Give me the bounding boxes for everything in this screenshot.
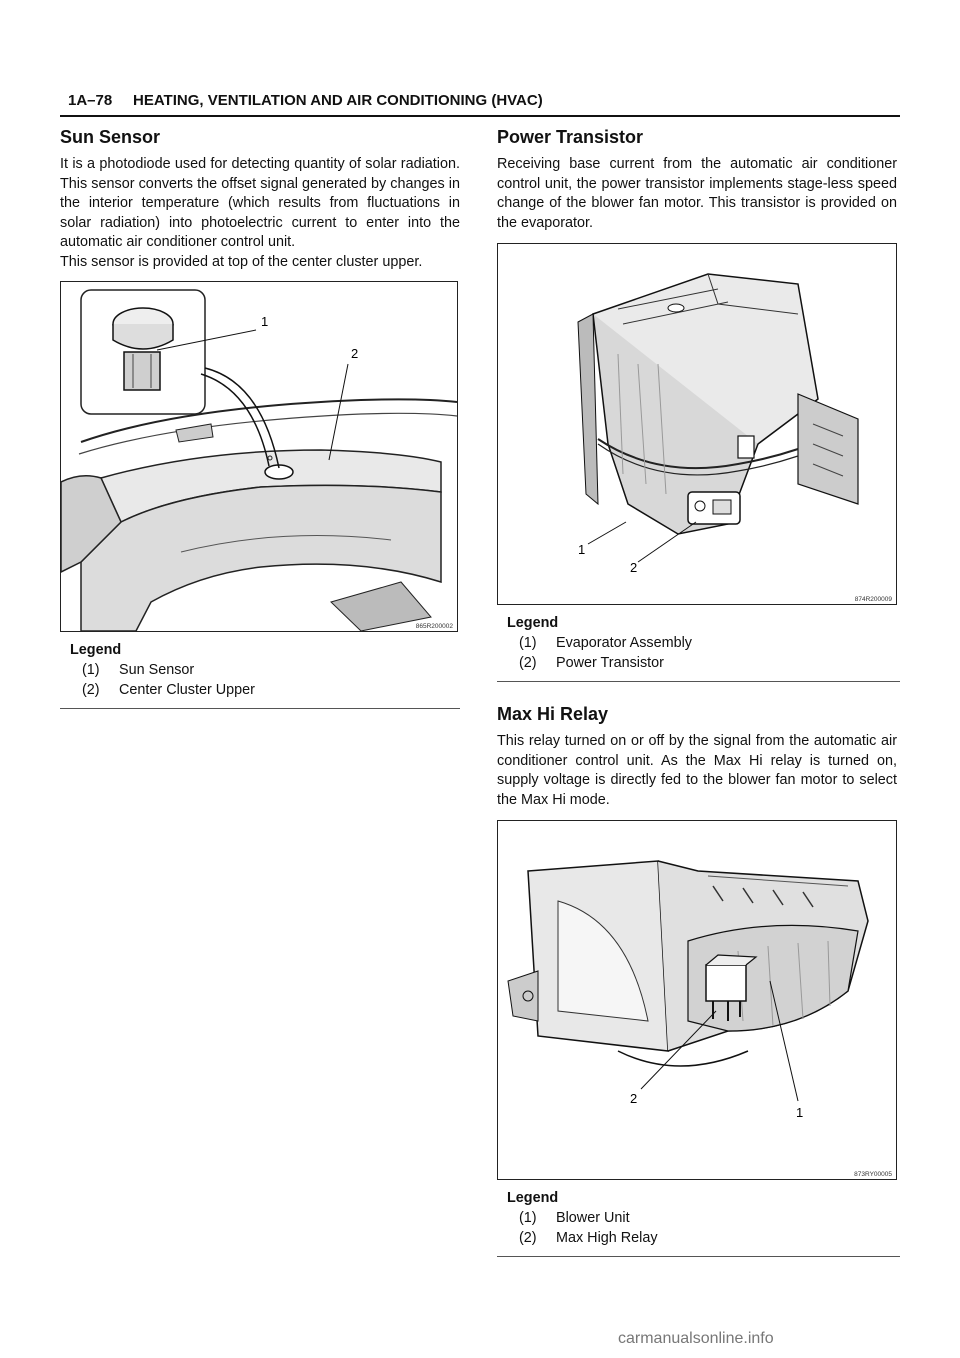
- power-transistor-callout-1: 1: [578, 542, 586, 557]
- max-hi-relay-callout-2: 2: [630, 1091, 638, 1106]
- power-transistor-paragraph: Receiving base current from the automatic air conditioner control unit, the power transistor implements stage-less speed change of the blower fan motor. This transistor is provided on the evaporator.: [497, 156, 897, 231]
- legend-title: Legend: [507, 1190, 559, 1206]
- legend-item: (1) Evaporator Assembly: [519, 635, 692, 651]
- section-divider: [497, 681, 900, 682]
- section-divider: [60, 708, 460, 709]
- legend-item: (1) Blower Unit: [519, 1210, 630, 1226]
- sun-sensor-location-paragraph: This sensor is provided at top of the center cluster upper.: [60, 253, 423, 270]
- sun-sensor-section: [60, 125, 460, 709]
- max-hi-relay-paragraph: This relay turned on or off by the signal from the automatic air conditioner control unit. As the Max Hi relay is turned on, supply voltage is directly fed to the blower fan motor to select the Max Hi mode.: [497, 733, 897, 808]
- blower-unit-illustration: [498, 821, 896, 1179]
- sun-sensor-callout-2: 2: [351, 346, 359, 361]
- evaporator-illustration: [498, 244, 896, 604]
- sun-sensor-figure: [60, 281, 458, 632]
- sun-sensor-illustration: [61, 282, 457, 631]
- page-header-title: HEATING, VENTILATION AND AIR CONDITIONING (HVAC): [133, 92, 543, 109]
- sun-sensor-heading: Sun Sensor: [60, 127, 161, 147]
- legend-title: Legend: [507, 615, 559, 631]
- section-divider: [497, 1256, 900, 1257]
- power-transistor-callout-2: 2: [630, 560, 638, 575]
- legend-item: (2) Power Transistor: [519, 655, 664, 671]
- watermark: carmanualsonline.info: [618, 1330, 774, 1347]
- sun-sensor-figure-code: 865R200002: [415, 623, 453, 630]
- power-transistor-legend: [507, 613, 897, 673]
- max-hi-relay-figure-code: 873RY00005: [854, 1171, 892, 1178]
- legend-title: Legend: [70, 642, 122, 658]
- power-transistor-figure: [497, 243, 897, 605]
- max-hi-relay-heading: Max Hi Relay: [497, 704, 609, 724]
- header-rule: [60, 115, 900, 117]
- legend-item: (2) Max High Relay: [519, 1230, 658, 1246]
- power-transistor-figure-code: 874R200009: [854, 596, 892, 603]
- legend-item: (2) Center Cluster Upper: [82, 682, 255, 698]
- sun-sensor-paragraph: It is a photodiode used for detecting quantity of solar radiation. This sensor converts the offset signal generated by changes in the interior temperature (which results from fluctuations in solar radiation) into photoelectric current to enter into the automatic air conditioner control unit.: [60, 156, 460, 250]
- power-transistor-heading: Power Transistor: [497, 127, 644, 147]
- max-hi-relay-figure: [497, 820, 897, 1180]
- sun-sensor-legend: [70, 640, 460, 700]
- page-number: 1A–78: [68, 92, 113, 109]
- sun-sensor-callout-1: 1: [261, 314, 269, 329]
- max-hi-relay-legend: [507, 1188, 897, 1248]
- max-hi-relay-callout-1: 1: [796, 1105, 804, 1120]
- right-column: [497, 125, 897, 1257]
- legend-item: (1) Sun Sensor: [82, 662, 195, 678]
